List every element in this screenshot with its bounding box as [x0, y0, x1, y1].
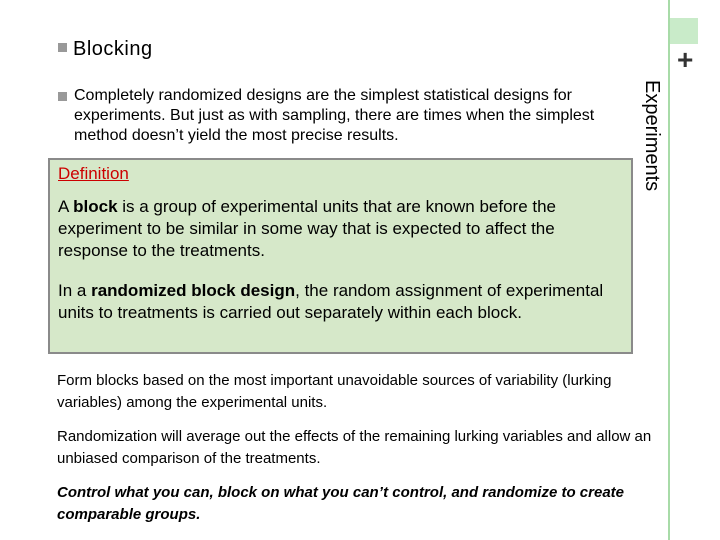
definition-text: A	[58, 197, 74, 216]
term-randomized-block-design: randomized block design	[91, 281, 296, 300]
slide-title	[58, 38, 153, 61]
plus-icon: +	[677, 44, 694, 75]
definition-text: In a	[58, 281, 92, 300]
block-definition	[58, 196, 618, 262]
definition-text: , the random assignment of experimental units to treatments is carried out separately within each block.	[58, 281, 604, 322]
definition-text: is a group of experimental units that are known before the experiment to be similar in some way that is expected to affect the response to the treatments.	[58, 197, 557, 260]
slide-title-text: Blocking	[73, 38, 153, 60]
notes	[57, 370, 667, 538]
randomized-block-definition	[58, 280, 618, 324]
definition-box	[48, 158, 633, 354]
intro-text: Completely randomized designs are the simplest statistical designs for experiments. But just as with sampling, there are times when the simplest method doesn’t yield the most precise results.	[74, 87, 595, 144]
term-block: block	[73, 197, 118, 216]
corner-accent-block	[670, 18, 698, 44]
vertical-divider	[668, 0, 670, 540]
note-form-blocks: Form blocks based on the most important unavoidable sources of variability (lurking variables) among the experimental units.	[57, 372, 612, 411]
note-summary: Control what you can, block on what you can’t control, and randomize to create comparable groups.	[57, 484, 625, 523]
square-bullet-icon	[58, 43, 67, 52]
note-randomization: Randomization will average out the effects of the remaining lurking variables and allow an unbiased comparison of the treatments.	[57, 428, 652, 467]
section-label: Experiments	[641, 80, 663, 192]
definition-title: Definition	[58, 164, 129, 183]
square-bullet-icon	[58, 92, 67, 101]
intro-bullet	[58, 86, 618, 146]
